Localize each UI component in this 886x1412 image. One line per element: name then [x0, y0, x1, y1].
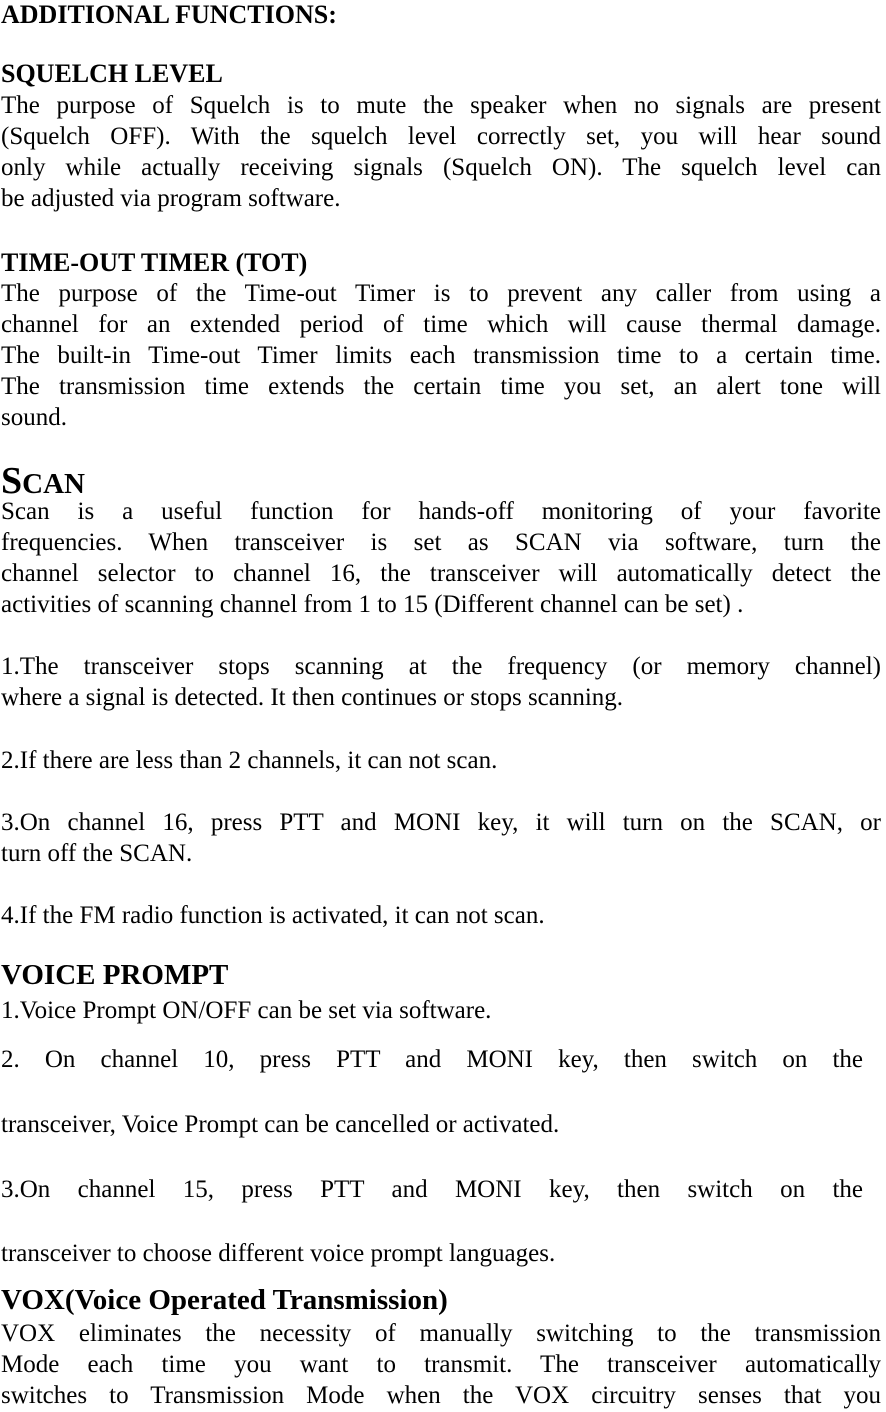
squelch-line: (Squelch OFF). With the squelch level correctly set, you will hear sound: [1, 123, 881, 150]
scan-item-1: 1.The transceiver stops scanning at the frequency (or memory channel): [1, 653, 881, 680]
voice-prompt-item-3: transceiver to choose different voice prompt languages.: [1, 1240, 556, 1267]
voice-prompt-item-1: 1.Voice Prompt ON/OFF can be set via software.: [1, 997, 492, 1024]
scan-intro-line: channel selector to channel 16, the transceiver will automatically detect the: [1, 560, 881, 587]
scan-intro-line: Scan is a useful function for hands-off monitoring of your favorite: [1, 498, 881, 525]
tot-line: The purpose of the Time-out Timer is to prevent any caller from using a: [1, 280, 881, 307]
squelch-heading: SQUELCH LEVEL: [1, 59, 223, 88]
scan-item-3: turn off the SCAN.: [1, 840, 193, 867]
scan-item-3: 3.On channel 16, press PTT and MONI key, it will turn on the SCAN, or: [1, 809, 881, 836]
voice-prompt-heading: VOICE PROMPT: [1, 959, 229, 991]
voice-prompt-item-2: 2. On channel 10, press PTT and MONI key, then switch on the: [1, 1046, 863, 1073]
page-title: ADDITIONAL FUNCTIONS:: [1, 0, 337, 29]
scan-heading-rest: CAN: [22, 468, 85, 500]
scan-item-4: 4.If the FM radio function is activated, it can not scan.: [1, 902, 545, 929]
voice-prompt-item-2: transceiver, Voice Prompt can be cancelled or activated.: [1, 1111, 560, 1138]
scan-heading-initial: S: [1, 460, 23, 502]
vox-line: switches to Transmission Mode when the VOX circuitry senses that you: [1, 1382, 881, 1409]
scan-intro-line: activities of scanning channel from 1 to 15 (Different channel can be set) .: [1, 591, 744, 618]
tot-heading: TIME-OUT TIMER (TOT): [1, 248, 308, 277]
squelch-line: be adjusted via program software.: [1, 185, 341, 212]
vox-line: VOX eliminates the necessity of manually switching to the transmission: [1, 1320, 881, 1347]
tot-line: The transmission time extends the certain time you set, an alert tone will: [1, 373, 881, 400]
vox-heading: VOX(Voice Operated Transmission): [1, 1284, 448, 1316]
scan-item-2: 2.If there are less than 2 channels, it can not scan.: [1, 747, 498, 774]
scan-item-1: where a signal is detected. It then continues or stops scanning.: [1, 684, 624, 711]
scan-intro-line: frequencies. When transceiver is set as SCAN via software, turn the: [1, 529, 881, 556]
tot-line: channel for an extended period of time which will cause thermal damage.: [1, 311, 881, 338]
vox-line: Mode each time you want to transmit. The transceiver automatically: [1, 1351, 881, 1378]
squelch-line: only while actually receiving signals (Squelch ON). The squelch level can: [1, 154, 881, 181]
squelch-line: The purpose of Squelch is to mute the speaker when no signals are present: [1, 92, 881, 119]
tot-line: sound.: [1, 404, 67, 431]
tot-line: The built-in Time-out Timer limits each transmission time to a certain time.: [1, 342, 881, 369]
voice-prompt-item-3: 3.On channel 15, press PTT and MONI key, then switch on the: [1, 1176, 863, 1203]
